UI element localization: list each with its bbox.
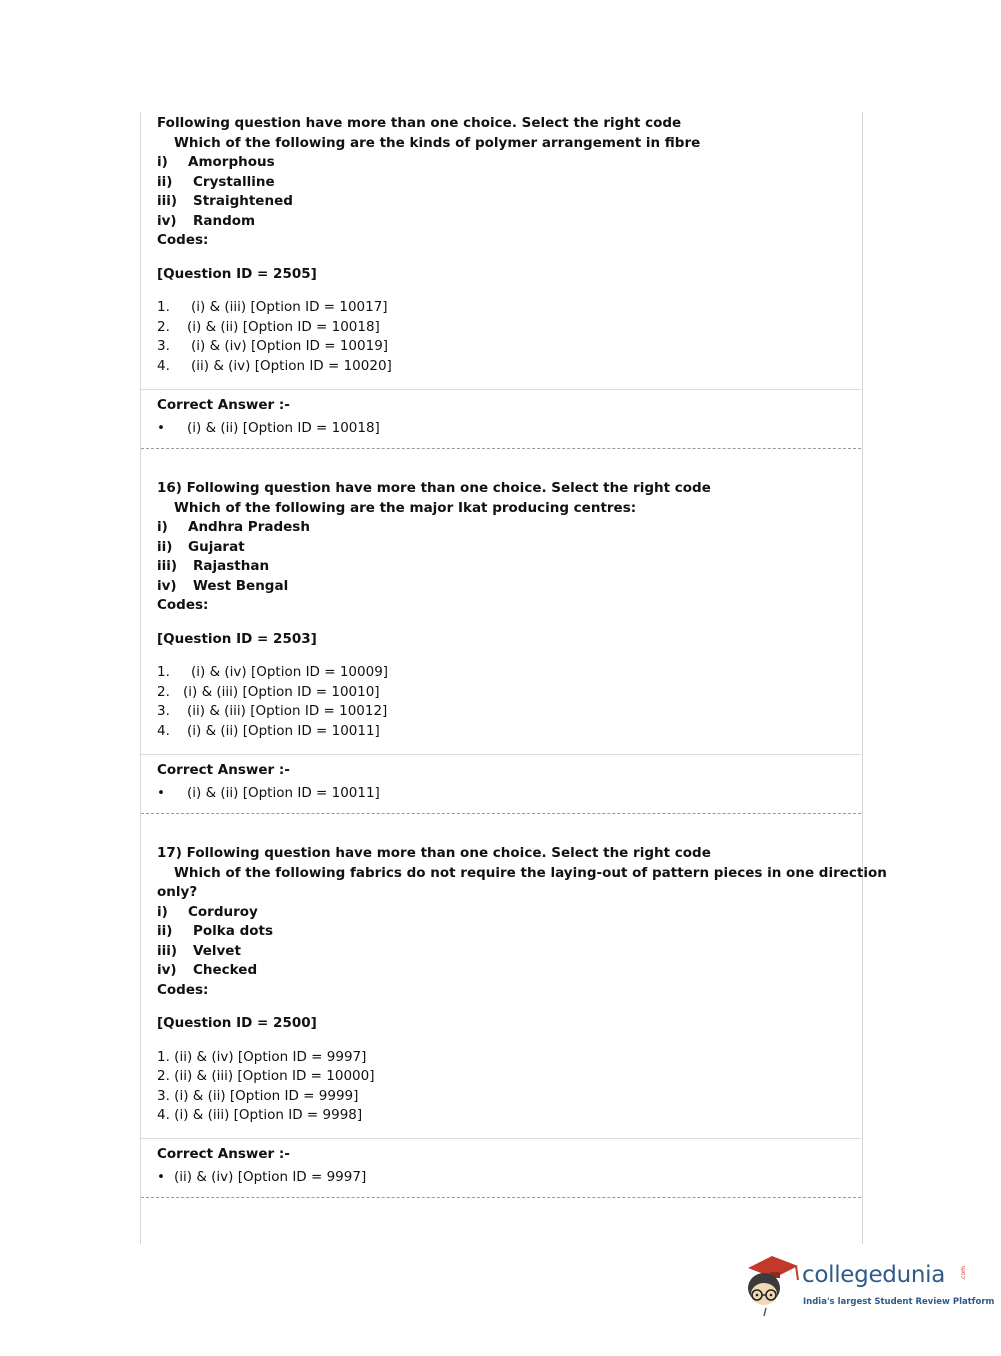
- item-text: Gujarat: [188, 538, 245, 555]
- item-number: iii): [157, 942, 178, 959]
- option-number: 1.: [157, 664, 170, 680]
- option-number: 4.: [157, 357, 170, 374]
- item-text: West Bengal: [193, 577, 289, 594]
- item-number: ii): [157, 923, 173, 939]
- option-text: 4. (i) & (iii) [Option ID = 9998]: [157, 1107, 363, 1123]
- question-text: Which of the following fabrics do not require the laying-out of pattern pieces in one direction: [174, 864, 887, 881]
- correct-answer-label: Correct Answer :-: [157, 397, 290, 413]
- correct-answer-text: (i) & (ii) [Option ID = 10018]: [187, 419, 380, 436]
- question-17: [157, 844, 887, 1126]
- item-number: i): [157, 519, 168, 535]
- correct-answer-label: Correct Answer :-: [157, 762, 290, 778]
- item-text: Straightened: [193, 193, 293, 209]
- option-text: (i) & (iii) [Option ID = 10017]: [191, 299, 388, 315]
- brand-name: collegedunia: [802, 1262, 946, 1288]
- option-text: 1. (ii) & (iv) [Option ID = 9997]: [157, 1048, 367, 1065]
- item-text: Random: [193, 212, 256, 229]
- codes-label: Codes:: [157, 981, 209, 998]
- item-text: Amorphous: [188, 154, 275, 170]
- option-text: (i) & (iii) [Option ID = 10010]: [183, 683, 380, 700]
- divider: [141, 1138, 861, 1139]
- item-text: Rajasthan: [193, 558, 270, 574]
- item-text: Andhra Pradesh: [188, 519, 310, 535]
- question-instruction: 16) Following question have more than one choice. Select the right code: [157, 480, 711, 496]
- bullet-icon: •: [157, 784, 165, 801]
- correct-answer-text: (ii) & (iv) [Option ID = 9997]: [174, 1168, 367, 1185]
- option-number: 2.: [157, 318, 170, 335]
- question-15: [157, 114, 847, 376]
- dashed-divider: [141, 1197, 861, 1198]
- item-text: Polka dots: [193, 923, 274, 939]
- option-text: (i) & (ii) [Option ID = 10018]: [187, 318, 380, 335]
- question-id: [Question ID = 2500]: [157, 1015, 317, 1031]
- option-text: (i) & (iv) [Option ID = 10019]: [191, 338, 389, 354]
- option-number: 1.: [157, 299, 170, 315]
- correct-answer-text: (i) & (ii) [Option ID = 10011]: [187, 784, 380, 801]
- item-number: iii): [157, 558, 178, 574]
- codes-label: Codes:: [157, 232, 209, 248]
- bullet-icon: •: [157, 1168, 165, 1185]
- codes-label: Codes:: [157, 597, 209, 613]
- item-number: i): [157, 154, 168, 170]
- option-text: (ii) & (iii) [Option ID = 10012]: [187, 703, 388, 719]
- dashed-divider: [141, 448, 861, 449]
- item-number: iii): [157, 193, 178, 209]
- correct-answer-16: [157, 761, 847, 803]
- divider: [141, 754, 861, 755]
- item-number: ii): [157, 173, 173, 190]
- dashed-divider: [141, 813, 861, 814]
- mascot-icon: [742, 1250, 802, 1316]
- item-number: iv): [157, 962, 177, 978]
- item-text: Checked: [193, 962, 258, 978]
- item-number: i): [157, 903, 168, 920]
- brand-tagline: India's largest Student Review Platform: [803, 1297, 995, 1307]
- question-instruction: Following question have more than one choice. Select the right code: [157, 115, 682, 131]
- correct-answer-17: [157, 1145, 847, 1187]
- option-text: 2. (ii) & (iii) [Option ID = 10000]: [157, 1068, 375, 1084]
- option-text: (i) & (ii) [Option ID = 10011]: [187, 722, 380, 739]
- option-number: 2.: [157, 683, 170, 700]
- question-id: [Question ID = 2505]: [157, 265, 317, 282]
- option-number: 3.: [157, 338, 170, 354]
- item-text: Corduroy: [188, 903, 258, 920]
- question-id: [Question ID = 2503]: [157, 630, 317, 647]
- option-text: (ii) & (iv) [Option ID = 10020]: [191, 357, 392, 374]
- collegedunia-logo: [742, 1250, 995, 1320]
- divider: [141, 389, 861, 390]
- item-number: ii): [157, 538, 173, 555]
- question-text-continued: only?: [157, 884, 198, 900]
- item-number: iv): [157, 212, 177, 229]
- brand-suffix: .com: [960, 1266, 967, 1281]
- item-text: Crystalline: [193, 173, 275, 190]
- question-text: Which of the following are the major Ikat producing centres:: [174, 499, 637, 516]
- correct-answer-label: Correct Answer :-: [157, 1146, 290, 1162]
- option-number: 3.: [157, 703, 170, 719]
- option-text: (i) & (iv) [Option ID = 10009]: [191, 664, 389, 680]
- question-16: [157, 479, 847, 741]
- item-text: Velvet: [193, 942, 241, 959]
- item-number: iv): [157, 577, 177, 594]
- option-text: 3. (i) & (ii) [Option ID = 9999]: [157, 1087, 359, 1104]
- question-text: Which of the following are the kinds of polymer arrangement in fibre: [174, 134, 701, 151]
- correct-answer-15: [157, 396, 847, 438]
- option-number: 4.: [157, 722, 170, 739]
- bullet-icon: •: [157, 419, 165, 436]
- question-instruction: 17) Following question have more than one choice. Select the right code: [157, 845, 711, 861]
